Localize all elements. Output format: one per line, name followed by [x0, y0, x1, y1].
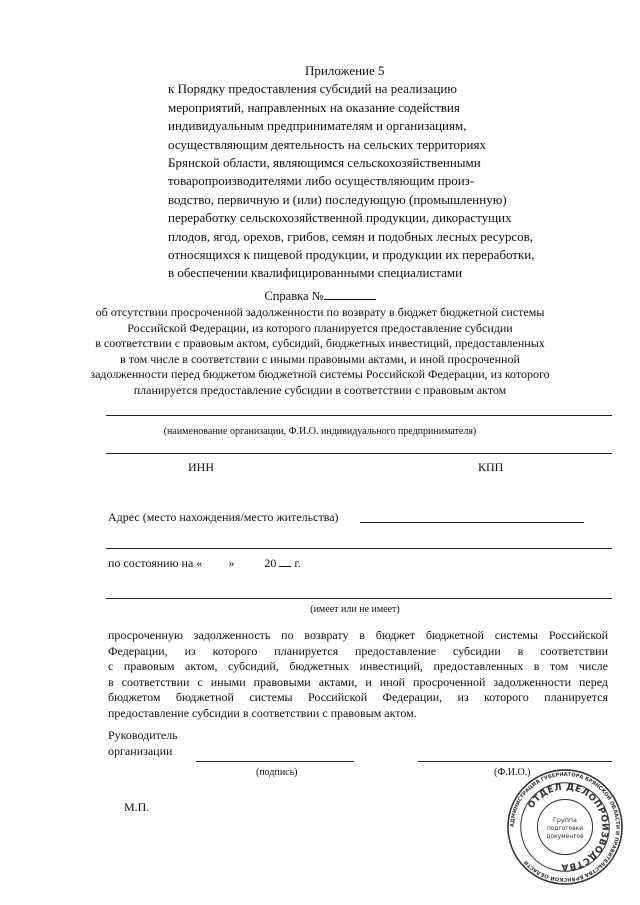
appendix-line: Брянской области, являющимся сельскохозяйственными	[168, 155, 481, 171]
appendix-line: водство, первичную и (или) последующую (промышленную)	[168, 191, 507, 207]
inn-label: ИНН	[188, 460, 214, 474]
appendix-line: осуществляющим деятельность на сельских территориях	[168, 136, 486, 152]
certificate-title	[0, 288, 640, 304]
org-name-line[interactable]	[106, 415, 612, 416]
stamp-inner-text: ОТДЕЛ ДЕЛОПРОИЗВОДСТВА	[526, 782, 610, 872]
intro-line: в том числе в соответствии с иными правовыми актами, и иной просроченной	[120, 351, 520, 366]
date-year-prefix: 20	[264, 556, 277, 570]
head-label-line2: организации	[108, 744, 173, 758]
body-line: предоставление субсидии в соответствии с правовым актом.	[108, 705, 417, 720]
date-year-blank[interactable]	[279, 556, 291, 567]
head-label-line1: Руководитель	[108, 728, 178, 742]
appendix-line: в обеспечении квалифицированными специалистами	[168, 265, 463, 281]
body-paragraph	[108, 628, 608, 721]
appendix-line: индивидуальным предпринимателям и организациям,	[168, 118, 467, 134]
appendix-line: относящихся к пищевой продукции, и продукции их переработки,	[168, 247, 535, 263]
official-stamp	[506, 768, 624, 886]
intro-line: планируется предоставление субсидии в соответствии с правовым актом	[133, 382, 507, 397]
body-line: с правовым актом, субсидий, бюджетных инвестиций, предоставленных в том числе	[108, 659, 608, 673]
certificate-intro	[0, 305, 640, 399]
appendix-line: товаропроизводителями либо осуществляющим произ-	[168, 173, 475, 189]
appendix-line: переработку сельскохозяйственной продукции, дикорастущих	[168, 210, 512, 226]
intro-line: Российской Федерации, из которого планируется предоставление субсидии	[127, 320, 513, 335]
address-line-2[interactable]	[106, 548, 612, 549]
certificate-title-text: Справка №	[264, 289, 324, 303]
has-status-line[interactable]	[106, 598, 612, 599]
body-line: просроченную задолженность по возврату в бюджет бюджетной системы Российской	[108, 628, 608, 642]
kpp-label: КПП	[478, 460, 504, 474]
intro-line: задолженности перед бюджетом бюджетной системы Российской Федерации, из которого	[90, 367, 550, 382]
body-line: Федерации, из которого планируется предоставление субсидии в соответствии	[108, 643, 608, 658]
intro-line: об отсутствии просроченной задолженности по возврату в бюджет бюджетной системы	[95, 305, 545, 319]
body-line: бюджетом бюджетной системы Российской Федерации, из которого планируется	[108, 690, 608, 704]
stamp-outer-text: АДМИНИСТРАЦИЯ ГУБЕРНАТОРА БРЯНСКОЙ ОБЛАСТИ И ПРАВИТЕЛЬСТВА БРЯНСКОЙ ОБЛАСТИ	[509, 771, 621, 883]
address-input-line[interactable]	[360, 522, 584, 523]
org-name-caption: (наименование организации, Ф.И.О. индивидуального предпринимателя)	[163, 426, 477, 437]
fio-caption: (Ф.И.О.)	[494, 767, 531, 778]
date-year-suffix: г.	[294, 556, 301, 570]
appendix-header	[168, 62, 535, 283]
fio-line[interactable]	[418, 761, 612, 762]
date-row	[108, 556, 301, 571]
signature-caption: (подпись)	[256, 767, 298, 778]
appendix-line: к Порядку предоставления субсидий на реализацию	[168, 81, 457, 97]
org-name-line-2[interactable]	[106, 453, 612, 454]
signature-line[interactable]	[196, 761, 354, 762]
date-quote-close: »	[228, 556, 235, 570]
intro-line: в соответствии с правовым актом, субсидий, бюджетных инвестиций, предоставленных	[95, 336, 545, 351]
stamp-center-line: подготовки	[546, 825, 584, 832]
seal-place-label: М.П.	[124, 800, 150, 814]
stamp-center-line: Группа	[553, 816, 577, 825]
appendix-title: Приложение 5	[305, 63, 385, 78]
date-prefix: по состоянию на «	[108, 556, 203, 570]
appendix-line: плодов, ягод, орехов, грибов, семян и подобных лесных ресурсов,	[168, 228, 534, 244]
appendix-line: мероприятий, направленных на оказание содействия	[168, 99, 460, 115]
body-line: в соответствии с иными правовыми актами, и иной просроченной задолженности перед	[108, 674, 608, 689]
has-status-caption: (имеет или не имеет)	[310, 604, 400, 615]
address-label: Адрес (место нахождения/место жительства)	[108, 510, 339, 524]
stamp-center-line: документов	[546, 833, 584, 840]
certificate-number-blank[interactable]	[324, 288, 376, 300]
